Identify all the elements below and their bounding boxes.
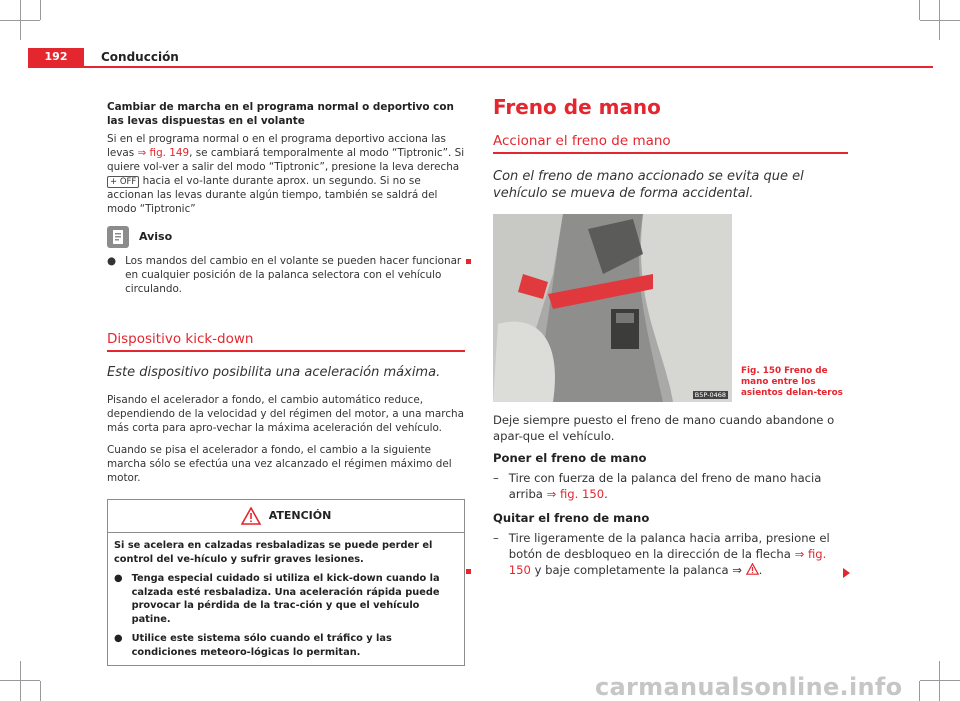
- paddle-paragraph: [107, 132, 465, 216]
- release-step-text-a: Tire ligeramente de la palanca hacia arriba, presione el botón de desbloqueo en la dirección de la flecha: [508, 531, 830, 561]
- crop-mark: [920, 680, 960, 681]
- figure-caption: Fig. 150 Freno de mano entre los asientos delan-teros: [741, 366, 843, 398]
- warning-title: ATENCIÓN: [268, 509, 332, 522]
- crop-mark: [920, 20, 960, 21]
- handbrake-rule: [493, 152, 848, 154]
- section-end-marker: [466, 569, 471, 574]
- fig-150-link[interactable]: ⇒ fig. 150: [508, 547, 827, 577]
- fig-149-link[interactable]: ⇒ fig. 149: [137, 147, 190, 159]
- image-code: B5P-0468: [694, 391, 726, 399]
- warning-box: [107, 499, 465, 666]
- kickdown-paragraph-2: Cuando se pisa el acelerador a fondo, el cambio a la siguiente marcha sólo se efectúa una vez alcanzado el régimen máximo del motor.: [107, 444, 452, 484]
- page-number: 192: [28, 48, 84, 66]
- set-step: [493, 470, 848, 502]
- crop-mark: [919, 0, 920, 20]
- release-step-text-c: .: [758, 563, 763, 577]
- handbrake-subtitle: Accionar el freno de mano: [493, 133, 671, 149]
- release-step-text-b: y baje completamente la palanca ⇒: [534, 563, 742, 577]
- kickdown-title: Dispositivo kick-down: [107, 331, 254, 347]
- right-column-lower: [493, 412, 848, 578]
- bullet-dot: ●: [114, 573, 123, 584]
- note-header: [107, 226, 465, 248]
- warning-bullet: [114, 632, 458, 659]
- crop-mark: [919, 681, 920, 701]
- crop-mark: [20, 0, 21, 40]
- note-bullet-text: Los mandos del cambio en el volante se pueden hacer funcionar en cualquier posición de la palanca selectora con el vehículo circulando.: [125, 255, 462, 295]
- warning-bullet-text: Tenga especial cuidado si utiliza el kick-down cuando la calzada esté resbaladiza. Una aceleración rápida puede provocar la pérdida de la trac-ción y que el vehículo patine.: [131, 573, 440, 625]
- kickdown-rule: [107, 350, 465, 352]
- page-header: [28, 48, 933, 66]
- set-step-text-b: .: [604, 487, 608, 501]
- set-heading: Poner el freno de mano: [493, 451, 647, 465]
- handbrake-lead: Con el freno de mano accionado se evita que el vehículo se mueva de forma accidental.: [493, 169, 804, 201]
- warning-header: [108, 500, 464, 533]
- set-step-text-a: Tire con fuerza de la palanca del freno de mano hacia arriba: [508, 471, 822, 501]
- crop-mark: [939, 0, 940, 40]
- crop-mark: [40, 681, 41, 701]
- plus-off-key: + OFF: [107, 176, 139, 188]
- main-title: Freno de mano: [493, 95, 661, 119]
- handbrake-photo: [493, 214, 732, 402]
- continue-arrow-icon: [843, 568, 850, 578]
- warning-triangle-icon[interactable]: [746, 563, 759, 575]
- note-bullet: [107, 254, 465, 296]
- release-step-text: [509, 530, 848, 578]
- section-title: Conducción: [101, 50, 179, 64]
- crop-mark: [939, 661, 940, 701]
- dash-marker: –: [493, 531, 499, 545]
- left-column: [107, 100, 465, 666]
- warning-paragraph: Si se acelera en calzadas resbaladizas se puede perder el control del ve-hículo y sufrir graves lesiones.: [114, 540, 433, 565]
- warning-body: [108, 533, 464, 665]
- set-step-text: [509, 470, 848, 502]
- dash-marker: –: [493, 471, 499, 485]
- release-step: [493, 530, 848, 578]
- paddle-text-b: , se cambiará temporalmente al modo “Tiptronic”. Si quiere vol-ver a salir del modo “Tiptronic”, presione la leva derecha: [107, 147, 465, 173]
- crop-mark: [20, 661, 21, 701]
- warning-bullet: [114, 572, 458, 626]
- bullet-dot: ●: [107, 255, 117, 267]
- fig-150-link[interactable]: ⇒ fig. 150: [546, 487, 605, 501]
- kickdown-lead: Este dispositivo posibilita una aceleración máxima.: [107, 365, 441, 380]
- paddle-heading: Cambiar de marcha en el programa normal o deportivo con las levas dispuestas en el volante: [107, 101, 454, 127]
- bullet-dot: ●: [114, 633, 123, 644]
- paddle-text-a: Si en el programa normal o en el programa deportivo acciona las levas: [107, 133, 446, 159]
- crop-mark: [40, 0, 41, 20]
- header-rule: [28, 66, 933, 68]
- info-note-icon: [107, 226, 129, 248]
- warning-triangle-icon: [241, 507, 261, 525]
- note-title: Aviso: [139, 230, 173, 243]
- release-heading: Quitar el freno de mano: [493, 511, 650, 525]
- paddle-text-c: hacia el vo-lante durante aprox. un segundo. Si no se accionan las levas durante algún tiempo, también se saldrá del modo “Tiptronic”: [107, 175, 438, 215]
- kickdown-paragraph-1: Pisando el acelerador a fondo, el cambio automático reduce, dependiendo de la velocidad y del régimen del motor, a una marcha más corta para apro-vechar la máxima aceleración del vehículo.: [107, 394, 464, 434]
- right-column: [493, 95, 848, 210]
- handbrake-paragraph: Deje siempre puesto el freno de mano cuando abandone o apar-que el vehículo.: [493, 413, 835, 443]
- watermark: carmanualsonline.info: [595, 673, 903, 701]
- section-end-marker: [466, 259, 471, 264]
- warning-bullet-text: Utilice este sistema sólo cuando el tráfico y las condiciones meteoro-lógicas lo permitan.: [131, 633, 392, 658]
